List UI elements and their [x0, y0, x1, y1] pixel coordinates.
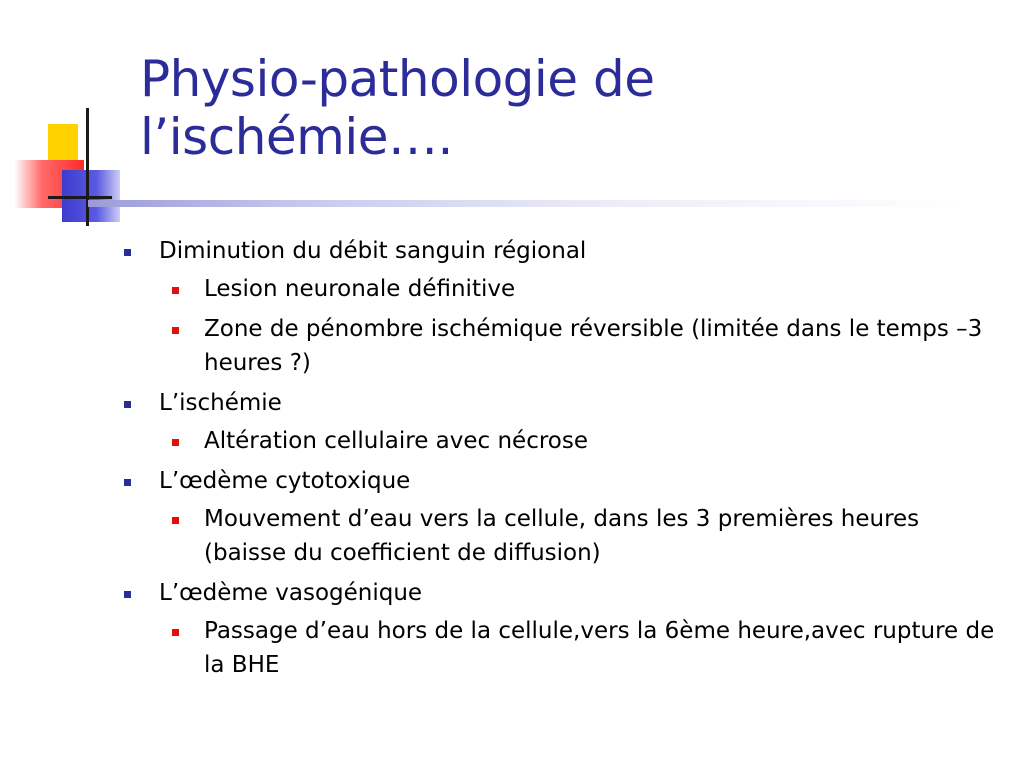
- decorative-horizontal-line: [48, 196, 112, 199]
- bullet-item-ischemie: [120, 386, 1000, 420]
- blue-square-bullet-icon: [124, 591, 131, 598]
- slide-title: [140, 50, 654, 166]
- sub-bullet-item-alteration-cellulaire: [159, 424, 1000, 458]
- slide-title-line-2: l’ischémie….: [140, 108, 453, 166]
- bullet-list: [120, 234, 1000, 682]
- blue-square-bullet-icon: [124, 479, 131, 486]
- title-underline-rule: [88, 200, 968, 207]
- sub-bullet-text: Lesion neuronale définitive: [204, 276, 516, 302]
- sub-bullet-item-zone-penombre: [159, 312, 1000, 380]
- bullet-text: L’œdème cytotoxique: [159, 468, 411, 494]
- bullet-item-diminution-debit: [120, 234, 1000, 268]
- decorative-vertical-line: [86, 108, 89, 226]
- blue-square-bullet-icon: [124, 401, 131, 408]
- slide-title-line-1: Physio-pathologie de: [140, 50, 655, 108]
- sub-bullet-item-lesion-neuronale: [159, 272, 1000, 306]
- sub-bullet-item-passage-eau: [159, 614, 1000, 682]
- red-square-bullet-icon: [172, 327, 179, 334]
- red-square-bullet-icon: [172, 517, 179, 524]
- bullet-item-oedeme-vasogenique: [120, 576, 1000, 610]
- bullet-item-oedeme-cytotoxique: [120, 464, 1000, 498]
- bullet-text: L’œdème vasogénique: [159, 580, 423, 606]
- sub-bullet-item-mouvement-eau: [159, 502, 1000, 570]
- sub-bullet-text: Zone de pénombre ischémique réversible (limitée dans le temps –3 heures ?): [204, 316, 983, 376]
- sub-bullet-text: Mouvement d’eau vers la cellule, dans les 3 premières heures (baisse du coefficient de diffusion): [204, 506, 920, 566]
- sub-bullet-text: Altération cellulaire avec nécrose: [204, 428, 588, 454]
- sub-bullet-text: Passage d’eau hors de la cellule,vers la 6ème heure,avec rupture de la BHE: [204, 618, 995, 678]
- slide-body: [120, 234, 1000, 688]
- red-square-bullet-icon: [172, 439, 179, 446]
- red-square-bullet-icon: [172, 287, 179, 294]
- red-square-bullet-icon: [172, 629, 179, 636]
- blue-square-bullet-icon: [124, 249, 131, 256]
- bullet-text: Diminution du débit sanguin régional: [159, 238, 587, 264]
- bullet-text: L’ischémie: [159, 390, 282, 416]
